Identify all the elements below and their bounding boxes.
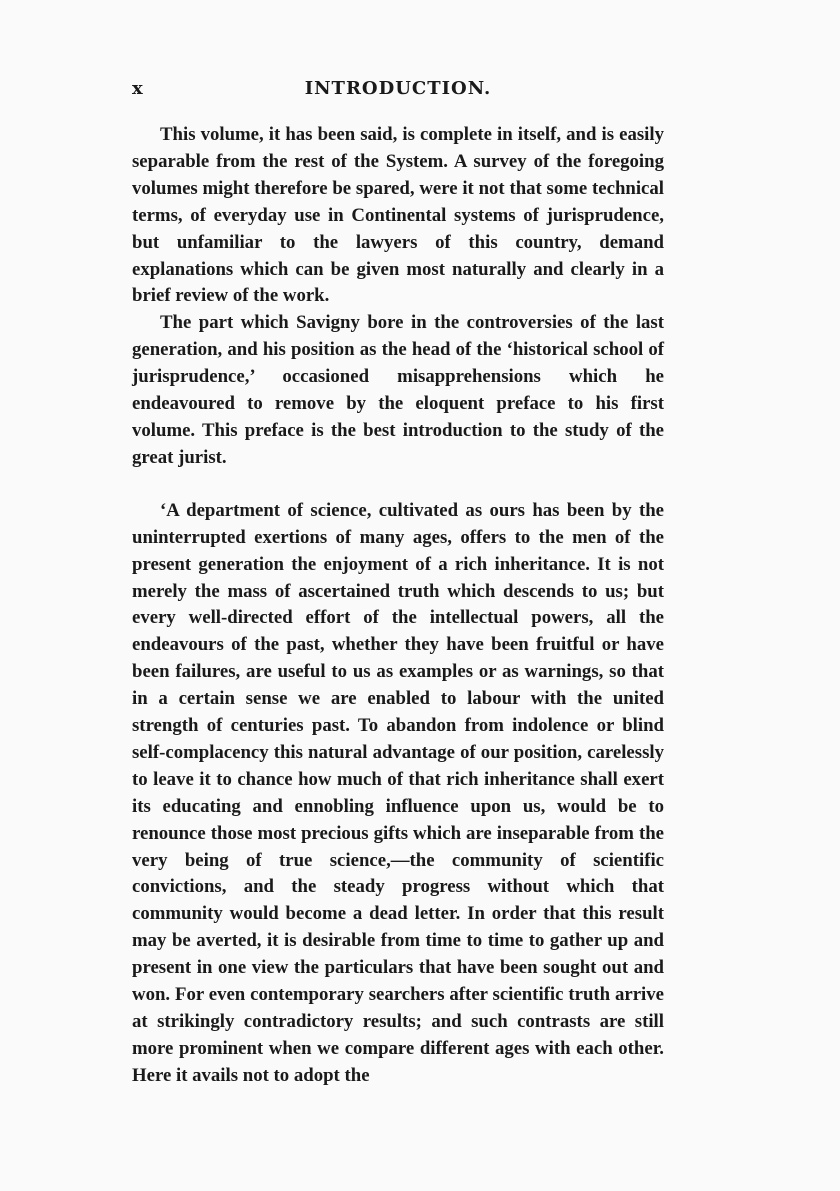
paragraph-2: The part which Savigny bore in the controversies of the last generation, and his position as the head of the ‘historical school of jurisprudence,’ occasioned misapprehensions which he endeavoured to remove by the eloquent preface to his first volume. This preface is the best introduction to the study of the great jurist. (132, 312, 664, 468)
page-number: x (132, 78, 143, 99)
paragraph-3-quotation: ‘A department of science, cultivated as ours has been by the uninterrupted exertions of many ages, offers to the men of the present generation the enjoyment of a rich inheritance. It is not merely the mass of ascertained truth which descends to us; but every well-directed effort of the intellectual powers, all the endeavours of the past, whether they have been fruitful or have been failures, are useful to us as examples or as warnings, so that in a certain sense we are enabled to labour with the united strength of centuries past. To abandon from indolence or blind self-complacency this natural advantage of our position, carelessly to leave it to chance how much of that rich inheritance shall exert its educating and ennobling influence upon us, would be to renounce those most precious gifts which are inseparable from the very being of true science,—the community of scientific convictions, and the steady progress without which that community would become a dead letter. In order that this result may be averted, it is desirable from time to time to gather up and present in one view the particulars that have been sought out and won. For even contemporary searchers after scientific truth arrive at strikingly contradictory results; and such contrasts are still more prominent when we compare different ages with each other. Here it avails not to adopt the (132, 499, 664, 1086)
page-header (132, 78, 664, 104)
paragraph-1: This volume, it has been said, is complete in itself, and is easily separable from the rest of the System. A survey of the foregoing volumes might therefore be spared, were it not that some technical terms, of everyday use in Continental systems of jurisprudence, but unfamiliar to the lawyers of this country, demand explanations which can be given most naturally and clearly in a brief review of the work. (132, 124, 664, 307)
running-title: INTRODUCTION. (304, 78, 492, 99)
body-text (132, 122, 664, 1090)
